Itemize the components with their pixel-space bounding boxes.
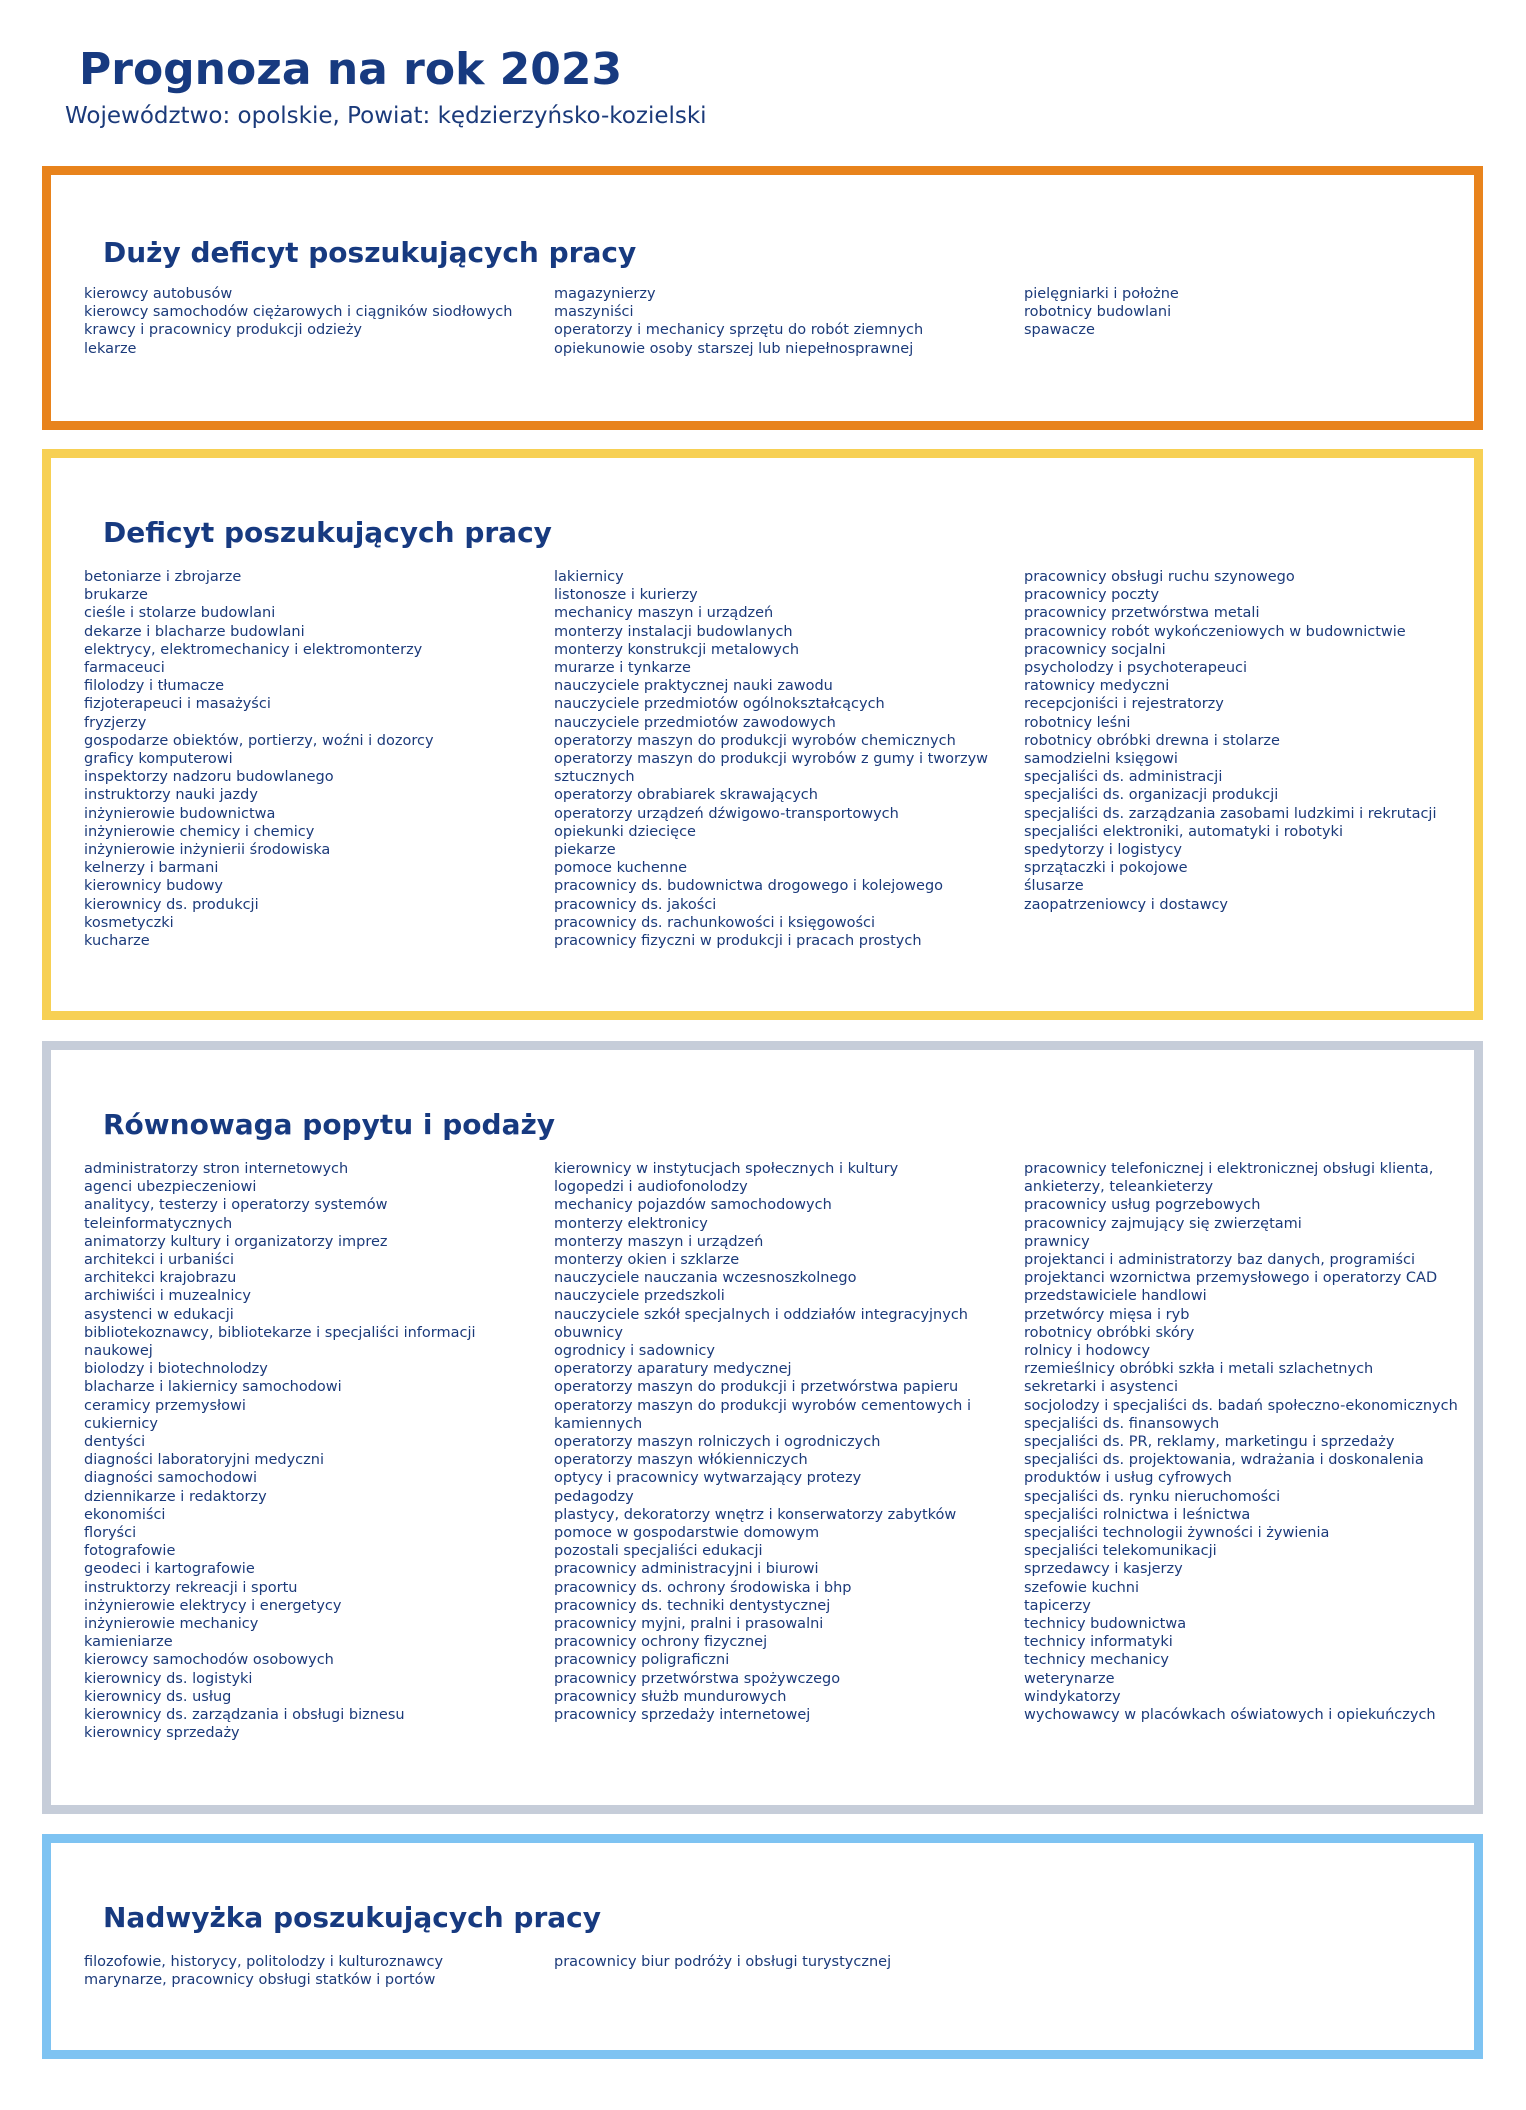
occupation-item: magazynierzy xyxy=(554,286,656,302)
occupation-item: operatorzy maszyn do produkcji wyrobów chemicznych xyxy=(554,732,956,749)
occupation-item: lekarze xyxy=(84,340,137,357)
occupation-item: monterzy konstrukcji metalowych xyxy=(554,641,800,658)
occupation-item: ślusarze xyxy=(1024,878,1084,895)
occupation-item: kierownicy ds. zarządzania i obsługi biznesu xyxy=(84,1707,405,1724)
occupation-item: asystenci w edukacji xyxy=(84,1306,234,1323)
occupation-item: pracownicy sprzedaży internetowej xyxy=(554,1707,811,1724)
occupation-item: operatorzy maszyn rolniczych i ogrodniczych xyxy=(554,1434,881,1451)
occupation-item: kierownicy w instytucjach społecznych i kultury xyxy=(554,1161,899,1177)
occupation-item: kierownicy budowy xyxy=(84,878,224,895)
occupation-item: spawacze xyxy=(1024,322,1095,339)
occupation-item: pomoce w gospodarstwie domowym xyxy=(554,1525,820,1542)
occupation-item: specjaliści ds. PR, reklamy, marketingu i sprzedaży xyxy=(1024,1434,1395,1451)
occupation-item: kierowcy samochodów osobowych xyxy=(84,1652,334,1669)
occupation-item: ratownicy medyczni xyxy=(1024,678,1170,695)
occupation-item: filozofowie, historycy, politolodzy i kulturoznawcy xyxy=(84,1954,444,1970)
occupation-item: pracownicy ds. jakości xyxy=(554,896,717,913)
occupation-item: instruktorzy nauki jazdy xyxy=(84,787,258,804)
occupation-item: pozostali specjaliści edukacji xyxy=(554,1543,763,1560)
occupation-item: obuwnicy xyxy=(554,1324,623,1341)
occupation-item: kierownicy ds. logistyki xyxy=(84,1670,253,1687)
occupation-item: animatorzy kultury i organizatorzy imprez xyxy=(84,1233,388,1250)
occupation-item: ankieterzy, teleankieterzy xyxy=(1024,1179,1214,1196)
occupation-column-1 xyxy=(84,568,434,950)
occupation-item: specjaliści ds. zarządzania zasobami ludzkimi i rekrutacji xyxy=(1024,805,1437,822)
occupation-item: technicy budownictwa xyxy=(1024,1616,1187,1633)
occupation-item: administratorzy stron internetowych xyxy=(84,1161,349,1177)
occupation-item: pracownicy ds. rachunkowości i księgowości xyxy=(554,914,876,931)
occupation-item: pracownicy przetwórstwa metali xyxy=(1024,605,1260,622)
occupation-item: blacharze i lakiernicy samochodowi xyxy=(84,1379,342,1396)
occupation-item: analitycy, testerzy i operatorzy systemów xyxy=(84,1197,388,1214)
occupation-item: specjaliści elektroniki, automatyki i robotyki xyxy=(1024,823,1343,840)
occupation-item: operatorzy aparatury medycznej xyxy=(554,1361,792,1378)
occupation-item: nauczyciele przedszkoli xyxy=(554,1288,725,1305)
occupation-item: robotnicy leśni xyxy=(1024,714,1131,731)
occupation-item: specjaliści telekomunikacji xyxy=(1024,1543,1217,1560)
occupation-item: fotografowie xyxy=(84,1543,176,1560)
occupation-column-2 xyxy=(554,285,923,358)
occupation-item: opiekunki dziecięce xyxy=(554,823,696,840)
section-heading: Nadwyżka poszukujących pracy xyxy=(103,1901,601,1934)
occupation-item: sprzedawcy i kasjerzy xyxy=(1024,1561,1183,1578)
occupation-item: diagności samochodowi xyxy=(84,1470,257,1487)
occupation-item: murarze i tynkarze xyxy=(554,660,691,677)
occupation-item: inżynierowie inżynierii środowiska xyxy=(84,842,331,859)
occupation-item: pracownicy ds. ochrony środowiska i bhp xyxy=(554,1579,852,1596)
occupation-item: windykatorzy xyxy=(1024,1688,1121,1705)
occupation-item: betoniarze i zbrojarze xyxy=(84,569,242,585)
occupation-item: operatorzy obrabiarek skrawających xyxy=(554,787,818,804)
occupation-item: nauczyciele nauczania wczesnoszkolnego xyxy=(554,1270,857,1287)
occupation-item: spedytorzy i logistycy xyxy=(1024,842,1182,859)
occupation-item: przetwórcy mięsa i ryb xyxy=(1024,1306,1190,1323)
occupation-item: pracownicy usług pogrzebowych xyxy=(1024,1197,1261,1214)
section-surplus xyxy=(42,1834,1483,2059)
occupation-item: monterzy elektronicy xyxy=(554,1215,708,1232)
occupation-item: plastycy, dekoratorzy wnętrz i konserwatorzy zabytków xyxy=(554,1506,957,1523)
occupation-item: marynarze, pracownicy obsługi statków i portów xyxy=(84,1972,436,1989)
occupation-item: pracownicy ochrony fizycznej xyxy=(554,1634,768,1651)
occupation-item: pracownicy socjalni xyxy=(1024,641,1166,658)
occupation-item: specjaliści technologii żywności i żywienia xyxy=(1024,1525,1330,1542)
occupation-item: diagności laboratoryjni medyczni xyxy=(84,1452,324,1469)
occupation-item: archiwiści i muzealnicy xyxy=(84,1288,251,1305)
occupation-item: rolnicy i hodowcy xyxy=(1024,1343,1151,1360)
occupation-item: dziennikarze i redaktorzy xyxy=(84,1488,267,1505)
occupation-item: pedagodzy xyxy=(554,1488,634,1505)
occupation-item: pracownicy myjni, pralni i prasowalni xyxy=(554,1616,824,1633)
occupation-item: pracownicy poligraficzni xyxy=(554,1652,730,1669)
occupation-item: teleinformatycznych xyxy=(84,1215,233,1232)
occupation-item: fryzjerzy xyxy=(84,714,147,731)
occupation-column-3 xyxy=(1024,568,1436,914)
section-balance xyxy=(42,1041,1483,1814)
occupation-column-2 xyxy=(554,1953,891,1971)
occupation-item: kelnerzy i barmani xyxy=(84,860,219,877)
occupation-item: pomoce kuchenne xyxy=(554,860,688,877)
occupation-item: specjaliści ds. administracji xyxy=(1024,769,1223,786)
occupation-item: pracownicy ds. budownictwa drogowego i kolejowego xyxy=(554,878,944,895)
occupation-item: wychowawcy w placówkach oświatowych i opiekuńczych xyxy=(1024,1707,1436,1724)
occupation-item: robotnicy obróbki drewna i stolarze xyxy=(1024,732,1280,749)
occupation-item: szefowie kuchni xyxy=(1024,1579,1140,1596)
section-heading: Deficyt poszukujących pracy xyxy=(103,516,552,549)
occupation-item: nauczyciele przedmiotów zawodowych xyxy=(554,714,836,731)
occupation-item: robotnicy obróbki skóry xyxy=(1024,1324,1195,1341)
occupation-item: nauczyciele praktycznej nauki zawodu xyxy=(554,678,833,695)
occupation-item: tapicerzy xyxy=(1024,1597,1091,1614)
occupation-item: kucharze xyxy=(84,933,150,950)
occupation-item: zaopatrzeniowcy i dostawcy xyxy=(1024,896,1228,913)
occupation-item: produktów i usług cyfrowych xyxy=(1024,1470,1232,1487)
occupation-item: technicy mechanicy xyxy=(1024,1652,1170,1669)
occupation-column-2 xyxy=(554,568,988,950)
occupation-item: monterzy okien i szklarze xyxy=(554,1252,740,1269)
occupation-item: kierownicy ds. usług xyxy=(84,1688,232,1705)
occupation-item: projektanci i administratorzy baz danych, programiści xyxy=(1024,1252,1415,1269)
occupation-item: sprzątaczki i pokojowe xyxy=(1024,860,1188,877)
occupation-item: socjolodzy i specjaliści ds. badań społeczno-ekonomicznych xyxy=(1024,1397,1458,1414)
occupation-item: rzemieślnicy obróbki szkła i metali szlachetnych xyxy=(1024,1361,1374,1378)
occupation-item: samodzielni księgowi xyxy=(1024,751,1178,768)
occupation-item: naukowej xyxy=(84,1343,153,1360)
occupation-item: bibliotekoznawcy, bibliotekarze i specjaliści informacji xyxy=(84,1324,476,1341)
occupation-item: specjaliści ds. organizacji produkcji xyxy=(1024,787,1279,804)
occupation-item: pracownicy fizyczni w produkcji i pracach prostych xyxy=(554,933,922,950)
occupation-item: inżynierowie chemicy i chemicy xyxy=(84,823,315,840)
occupation-item: dekarze i blacharze budowlani xyxy=(84,623,305,640)
occupation-item: agenci ubezpieczeniowi xyxy=(84,1179,257,1196)
occupation-item: monterzy instalacji budowlanych xyxy=(554,623,793,640)
occupation-item: inżynierowie elektrycy i energetycy xyxy=(84,1597,342,1614)
occupation-column-1 xyxy=(84,1953,443,1989)
occupation-item: pracownicy służb mundurowych xyxy=(554,1688,787,1705)
page-title: Prognoza na rok 2023 xyxy=(79,44,623,95)
occupation-item: kosmetyczki xyxy=(84,914,174,931)
occupation-item: graficy komputerowi xyxy=(84,751,233,768)
occupation-item: geodeci i kartografowie xyxy=(84,1561,255,1578)
occupation-item: filolodzy i tłumacze xyxy=(84,678,225,695)
occupation-item: operatorzy maszyn do produkcji wyrobów z gumy i tworzyw xyxy=(554,751,989,768)
occupation-item: ceramicy przemysłowi xyxy=(84,1397,246,1414)
occupation-item: ogrodnicy i sadownicy xyxy=(554,1343,715,1360)
occupation-item: weterynarze xyxy=(1024,1670,1115,1687)
occupation-item: dentyści xyxy=(84,1434,146,1451)
occupation-item: psycholodzy i psychoterapeuci xyxy=(1024,660,1248,677)
occupation-item: mechanicy pojazdów samochodowych xyxy=(554,1197,832,1214)
occupation-item: optycy i pracownicy wytwarzający protezy xyxy=(554,1470,862,1487)
section-heading: Równowaga popytu i podaży xyxy=(103,1108,556,1141)
occupation-item: pracownicy ds. techniki dentystycznej xyxy=(554,1597,831,1614)
occupation-item: operatorzy urządzeń dźwigowo-transportowych xyxy=(554,805,899,822)
occupation-item: nauczyciele szkół specjalnych i oddziałów integracyjnych xyxy=(554,1306,968,1323)
occupation-item: piekarze xyxy=(554,842,616,859)
occupation-item: operatorzy maszyn do produkcji wyrobów cementowych i xyxy=(554,1397,971,1414)
occupation-item: mechanicy maszyn i urządzeń xyxy=(554,605,774,622)
section-big-deficit xyxy=(42,166,1483,430)
occupation-item: specjaliści ds. rynku nieruchomości xyxy=(1024,1488,1281,1505)
occupation-item: kierowcy autobusów xyxy=(84,286,233,302)
occupation-item: operatorzy maszyn włókienniczych xyxy=(554,1452,808,1469)
occupation-column-3 xyxy=(1024,1160,1458,1724)
occupation-item: recepcjoniści i rejestratorzy xyxy=(1024,696,1224,713)
occupation-item: biolodzy i biotechnolodzy xyxy=(84,1361,268,1378)
occupation-column-1 xyxy=(84,285,512,358)
occupation-item: nauczyciele przedmiotów ogólnokształcących xyxy=(554,696,885,713)
occupation-item: monterzy maszyn i urządzeń xyxy=(554,1233,764,1250)
occupation-item: przedstawiciele handlowi xyxy=(1024,1288,1207,1305)
occupation-item: inżynierowie budownictwa xyxy=(84,805,276,822)
occupation-item: architekci i urbaniści xyxy=(84,1252,234,1269)
occupation-item: kierownicy ds. produkcji xyxy=(84,896,259,913)
occupation-item: pracownicy telefonicznej i elektronicznej obsługi klienta, xyxy=(1024,1161,1434,1177)
occupation-item: kierownicy sprzedaży xyxy=(84,1725,240,1742)
occupation-item: cieśle i stolarze budowlani xyxy=(84,605,276,622)
occupation-item: pracownicy administracyjni i biurowi xyxy=(554,1561,819,1578)
occupation-item: pracownicy poczty xyxy=(1024,587,1160,604)
occupation-item: logopedzi i audiofonolodzy xyxy=(554,1179,748,1196)
occupation-item: pracownicy zajmujący się zwierzętami xyxy=(1024,1215,1302,1232)
occupation-item: kamiennych xyxy=(554,1415,643,1432)
occupation-item: fizjoterapeuci i masażyści xyxy=(84,696,271,713)
occupation-item: pracownicy obsługi ruchu szynowego xyxy=(1024,569,1295,585)
occupation-item: architekci krajobrazu xyxy=(84,1270,237,1287)
occupation-item: elektrycy, elektromechanicy i elektromonterzy xyxy=(84,641,423,658)
occupation-item: operatorzy maszyn do produkcji i przetwórstwa papieru xyxy=(554,1379,959,1396)
occupation-item: inżynierowie mechanicy xyxy=(84,1616,259,1633)
occupation-item: prawnicy xyxy=(1024,1233,1090,1250)
occupation-item: pracownicy robót wykończeniowych w budownictwie xyxy=(1024,623,1406,640)
occupation-item: pracownicy przetwórstwa spożywczego xyxy=(554,1670,841,1687)
occupation-item: inspektorzy nadzoru budowlanego xyxy=(84,769,334,786)
occupation-item: pielęgniarki i położne xyxy=(1024,286,1179,302)
occupation-item: opiekunowie osoby starszej lub niepełnosprawnej xyxy=(554,340,914,357)
occupation-item: kierowcy samochodów ciężarowych i ciągników siodłowych xyxy=(84,304,513,321)
occupation-column-2 xyxy=(554,1160,971,1724)
occupation-item: listonosze i kurierzy xyxy=(554,587,698,604)
occupation-item: gospodarze obiektów, portierzy, woźni i dozorcy xyxy=(84,732,434,749)
page-subtitle: Województwo: opolskie, Powiat: kędzierzyńsko-kozielski xyxy=(65,103,707,129)
occupation-item: cukiernicy xyxy=(84,1415,158,1432)
occupation-item: maszyniści xyxy=(554,304,634,321)
section-heading: Duży deficyt poszukujących pracy xyxy=(103,236,637,269)
occupation-item: kamieniarze xyxy=(84,1634,173,1651)
occupation-item: specjaliści rolnictwa i leśnictwa xyxy=(1024,1506,1251,1523)
occupation-column-3 xyxy=(1024,285,1179,340)
occupation-item: floryści xyxy=(84,1525,137,1542)
occupation-item: robotnicy budowlani xyxy=(1024,304,1172,321)
occupation-item: ekonomiści xyxy=(84,1506,166,1523)
occupation-item: operatorzy i mechanicy sprzętu do robót ziemnych xyxy=(554,322,924,339)
occupation-item: projektanci wzornictwa przemysłowego i operatorzy CAD xyxy=(1024,1270,1438,1287)
occupation-item: sztucznych xyxy=(554,769,635,786)
occupation-item: sekretarki i asystenci xyxy=(1024,1379,1179,1396)
occupation-item: specjaliści ds. projektowania, wdrażania i doskonalenia xyxy=(1024,1452,1424,1469)
occupation-item: lakiernicy xyxy=(554,569,624,585)
section-deficit xyxy=(42,449,1483,1020)
occupation-item: instruktorzy rekreacji i sportu xyxy=(84,1579,298,1596)
occupation-item: specjaliści ds. finansowych xyxy=(1024,1415,1220,1432)
occupation-item: technicy informatyki xyxy=(1024,1634,1173,1651)
occupation-column-1 xyxy=(84,1160,476,1743)
occupation-item: pracownicy biur podróży i obsługi turystycznej xyxy=(554,1954,892,1970)
occupation-item: brukarze xyxy=(84,587,148,604)
occupation-item: krawcy i pracownicy produkcji odzieży xyxy=(84,322,363,339)
occupation-item: farmaceuci xyxy=(84,660,165,677)
